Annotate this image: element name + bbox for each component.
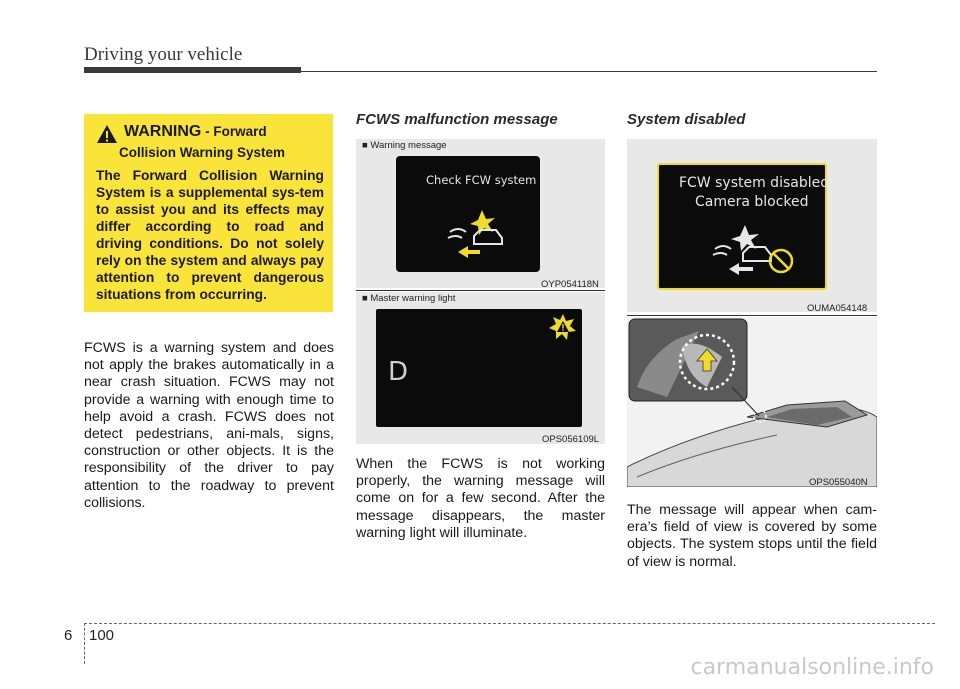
figure-system-disabled (627, 139, 877, 312)
figure-label: ■ Master warning light (362, 293, 456, 304)
warning-label: WARNING (124, 123, 202, 140)
figure-code: OUMA054148 (807, 303, 868, 314)
header-rule-thick (84, 67, 301, 73)
page-number: 100 (89, 627, 115, 644)
figure-label: ■ Warning message (362, 140, 447, 151)
warning-box (84, 114, 333, 312)
warning-triangle-icon (96, 124, 118, 144)
screen-message-line1: FCW system disabled. (679, 175, 834, 191)
watermark: carmanualsonline.info (690, 655, 934, 680)
car-windshield-illustration (627, 317, 877, 487)
figure-code: OPS055040N (809, 477, 868, 488)
middle-body-text: When the FCWS is not working properly, the warning message will come on for a few second. After the message disappears, the master warning light will illuminate. (356, 456, 605, 541)
figure-car-camera (627, 317, 877, 487)
warning-label-suffix: - Forward (201, 124, 267, 139)
collision-warning-icon (436, 204, 512, 262)
figure-code: OYP054118N (541, 279, 599, 290)
gear-indicator: D (388, 357, 409, 387)
chapter-number: 6 (64, 627, 73, 644)
cluster-screen (657, 163, 834, 290)
figure-master-warning (356, 292, 605, 444)
right-body-text: The message will appear when cam-era’s field of view is covered by some objects. The system stops until the field of view is normal. (627, 502, 877, 570)
warning-title (124, 123, 267, 141)
cluster-screen (396, 156, 540, 272)
warning-body: The Forward Collision Warning System is a supplemental sys-tem to assist you and its effects may differ according to road and driving conditions. Do not solely rely on the system and always pay attention to prevent dangerous situations from occurring. (96, 168, 324, 302)
warning-subtitle: Collision Warning System (119, 145, 286, 160)
warning-heading (96, 123, 324, 144)
cluster-screen (376, 309, 582, 427)
section-title-disabled: System disabled (627, 111, 746, 128)
figure-code: OPS056109L (542, 434, 600, 445)
figure-warning-message (356, 139, 605, 288)
figure-divider (356, 290, 605, 291)
figure-divider (627, 315, 877, 316)
screen-message-line2: Camera blocked (695, 194, 809, 210)
left-body-text: FCWS is a warning system and does not apply the brakes automatically in a near crash situation. FCWS may not provide a warning with enough time to help avoid a crash. FCWS does not detect pedestrians, ani-mals, signs, construction or other objects. It is the responsibility of the driver to pay attention to the roadway to prevent collisions. (84, 340, 334, 511)
footer-rule (84, 623, 935, 624)
footer-vertical-rule (84, 623, 85, 664)
header-rule-thin (301, 71, 877, 72)
camera-blocked-icon (709, 223, 805, 277)
master-warning-icon (548, 313, 578, 341)
section-title-malfunction: FCWS malfunction message (356, 111, 558, 128)
page-header-title: Driving your vehicle (84, 44, 243, 65)
screen-message: Check FCW system (426, 173, 537, 187)
